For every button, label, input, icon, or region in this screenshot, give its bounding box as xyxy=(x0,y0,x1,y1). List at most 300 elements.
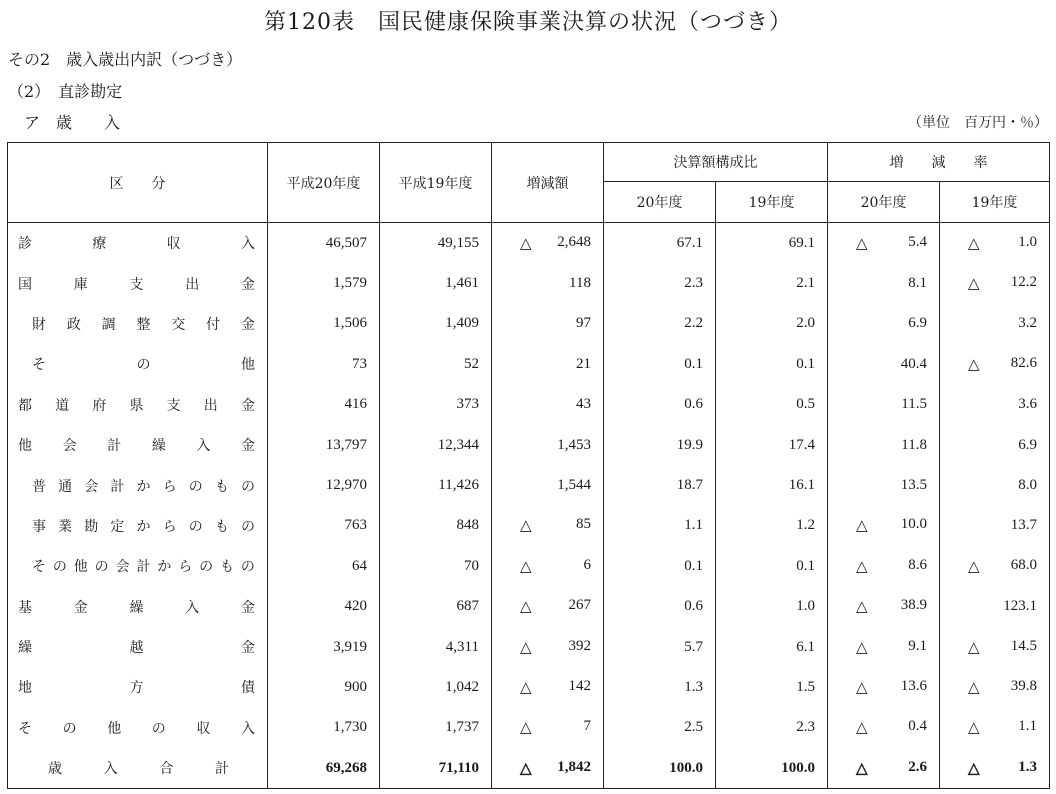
cell-value: 100.0 xyxy=(781,759,815,776)
cell-h19 xyxy=(380,667,492,707)
cell-value: 2,648 xyxy=(557,233,591,250)
label-char: 財 xyxy=(32,316,46,333)
row-label-text xyxy=(18,476,255,496)
cell-ratio-20 xyxy=(604,425,716,465)
label-char: 診 xyxy=(18,236,32,253)
label-char: の xyxy=(241,478,255,495)
label-char: 債 xyxy=(241,680,255,697)
header-rate-19: 19年度 xyxy=(940,182,1050,223)
cell-value: 1.5 xyxy=(796,678,815,695)
negative-value xyxy=(492,678,591,697)
cell-ratio-19 xyxy=(716,748,828,789)
row-label xyxy=(8,304,268,344)
cell-h19 xyxy=(380,506,492,546)
cell-value: 82.6 xyxy=(1010,354,1037,371)
row-label xyxy=(8,667,268,707)
cell-value: 3.6 xyxy=(1018,396,1037,413)
cell-value: 392 xyxy=(568,637,591,654)
cell-value: 0.1 xyxy=(796,557,815,574)
cell-value: 2.6 xyxy=(908,758,927,775)
row-label xyxy=(8,425,268,465)
cell-rate-20 xyxy=(828,425,940,465)
label-char: 出 xyxy=(185,276,200,293)
cell-ratio-19 xyxy=(716,465,828,505)
label-char: 他 xyxy=(73,559,88,576)
cell-value: 2.2 xyxy=(684,315,703,332)
negative-mark: △ xyxy=(856,518,868,535)
cell-rate-20 xyxy=(828,465,940,505)
cell-ratio-19 xyxy=(716,667,828,707)
cell-rate-20 xyxy=(828,667,940,707)
label-char: 会 xyxy=(115,559,130,576)
item-subtitle: ア 歳 入 xyxy=(24,113,121,132)
label-char: 収 xyxy=(196,720,211,737)
cell-h19 xyxy=(380,304,492,344)
cell-rate-19 xyxy=(940,425,1050,465)
label-char: の xyxy=(188,478,203,495)
row-label xyxy=(8,223,268,264)
label-char: 都 xyxy=(18,397,32,414)
row-label xyxy=(8,546,268,586)
cell-ratio-19 xyxy=(716,627,828,667)
label-char: 療 xyxy=(92,236,107,253)
cell-rate-20 xyxy=(828,223,940,264)
row-label-text xyxy=(18,637,255,657)
negative-mark: △ xyxy=(968,235,980,252)
negative-mark: △ xyxy=(968,760,980,777)
label-char: 金 xyxy=(241,640,255,657)
subsection-subtitle: （2） 直診勘定 xyxy=(8,82,123,101)
cell-ratio-19 xyxy=(716,708,828,748)
label-char: 繰 xyxy=(151,438,166,455)
label-char: も xyxy=(214,478,229,495)
cell-value: 49,155 xyxy=(437,234,479,251)
row-label-text xyxy=(18,677,255,697)
negative-mark: △ xyxy=(856,639,868,656)
cell-value: 3.2 xyxy=(1018,315,1037,332)
cell-value: 2.3 xyxy=(684,275,703,292)
cell-value: 2.3 xyxy=(796,719,815,736)
cell-value: 71,110 xyxy=(438,759,479,776)
cell-ratio-20 xyxy=(604,506,716,546)
label-char: の xyxy=(241,518,255,535)
table-row xyxy=(8,465,1050,505)
cell-h19 xyxy=(380,748,492,789)
cell-value: 0.6 xyxy=(684,396,703,413)
cell-value: 6.1 xyxy=(796,638,815,655)
negative-value xyxy=(828,638,927,657)
table-row xyxy=(8,385,1050,425)
cell-value: 7 xyxy=(583,718,591,735)
negative-value xyxy=(940,557,1037,576)
cell-value: 1,544 xyxy=(557,477,591,494)
cell-ratio-20 xyxy=(604,223,716,264)
cell-h19 xyxy=(380,344,492,384)
table-row xyxy=(8,708,1050,748)
cell-value: 900 xyxy=(344,678,367,695)
negative-value xyxy=(940,678,1037,697)
cell-rate-20 xyxy=(828,506,940,546)
cell-diff xyxy=(492,344,604,384)
cell-ratio-19 xyxy=(716,344,828,384)
cell-h20 xyxy=(268,385,380,425)
cell-value: 12,344 xyxy=(437,436,479,453)
row-label-text xyxy=(18,516,255,536)
cell-rate-19 xyxy=(940,627,1050,667)
negative-value xyxy=(492,234,591,253)
header-category: 区 分 xyxy=(8,143,268,223)
cell-value: 4,311 xyxy=(445,638,479,655)
cell-ratio-19 xyxy=(716,587,828,627)
label-char: 業 xyxy=(58,518,73,535)
cell-value: 11,426 xyxy=(438,477,479,494)
negative-mark: △ xyxy=(968,558,980,575)
negative-mark: △ xyxy=(856,760,868,777)
cell-rate-19 xyxy=(940,546,1050,586)
negative-value xyxy=(940,759,1037,778)
label-char: 会 xyxy=(62,438,77,455)
label-char: 県 xyxy=(129,397,144,414)
cell-value: 38.9 xyxy=(900,597,927,614)
label-char: の xyxy=(62,720,77,737)
cell-ratio-20 xyxy=(604,385,716,425)
row-label-text xyxy=(18,354,255,374)
label-char: 庫 xyxy=(73,276,88,293)
cell-value: 373 xyxy=(456,396,479,413)
cell-value: 17.4 xyxy=(788,436,815,453)
cell-ratio-20 xyxy=(604,627,716,667)
cell-value: 1.2 xyxy=(796,517,815,534)
cell-value: 2.5 xyxy=(684,719,703,736)
header-h20: 平成20年度 xyxy=(268,143,380,223)
row-label xyxy=(8,465,268,505)
label-char: の xyxy=(188,518,203,535)
label-char: 計 xyxy=(136,559,151,576)
cell-h19 xyxy=(380,587,492,627)
negative-value xyxy=(492,557,591,576)
cell-value: 1.1 xyxy=(684,517,703,534)
table-row xyxy=(8,667,1050,707)
label-char: 調 xyxy=(101,316,116,333)
label-char: 政 xyxy=(66,316,81,333)
label-char: 基 xyxy=(18,599,32,616)
table-row xyxy=(8,546,1050,586)
cell-rate-20 xyxy=(828,385,940,425)
cell-value: 1.0 xyxy=(1018,233,1037,250)
cell-rate-20 xyxy=(828,263,940,303)
label-char: の xyxy=(240,559,255,576)
label-char: も xyxy=(214,518,229,535)
revenue-table xyxy=(7,142,1050,789)
cell-value: 9.1 xyxy=(908,637,927,654)
negative-value xyxy=(492,597,591,616)
cell-h20 xyxy=(268,627,380,667)
cell-h19 xyxy=(380,223,492,264)
cell-value: 16.1 xyxy=(788,477,815,494)
cell-value: 12,970 xyxy=(325,477,367,494)
label-char: 整 xyxy=(136,316,151,333)
label-char: 収 xyxy=(166,236,181,253)
label-char: 地 xyxy=(18,680,32,697)
cell-value: 5.4 xyxy=(908,233,927,250)
negative-value xyxy=(828,597,927,616)
cell-rate-20 xyxy=(828,708,940,748)
cell-ratio-19 xyxy=(716,223,828,264)
cell-h19 xyxy=(380,546,492,586)
cell-diff xyxy=(492,465,604,505)
row-label-text xyxy=(18,274,255,294)
cell-value: 2.1 xyxy=(796,275,815,292)
cell-ratio-19 xyxy=(716,425,828,465)
negative-mark: △ xyxy=(968,276,980,293)
cell-value: 46,507 xyxy=(325,234,367,251)
label-char: 道 xyxy=(55,397,70,414)
table-row xyxy=(8,344,1050,384)
cell-value: 18.7 xyxy=(676,477,703,494)
label-char: そ xyxy=(18,720,32,737)
negative-value xyxy=(828,759,927,778)
cell-value: 6.9 xyxy=(908,315,927,332)
negative-value xyxy=(492,759,591,778)
cell-value: 123.1 xyxy=(1003,598,1037,615)
label-char: か xyxy=(136,518,151,535)
cell-h20 xyxy=(268,667,380,707)
label-char: 金 xyxy=(240,438,255,455)
cell-value: 73 xyxy=(352,355,367,372)
cell-value: 1.1 xyxy=(1018,718,1037,735)
negative-mark: △ xyxy=(968,639,980,656)
label-char: 繰 xyxy=(129,599,144,616)
row-label-text xyxy=(18,597,255,617)
cell-rate-19 xyxy=(940,465,1050,505)
header-rate-20: 20年度 xyxy=(828,182,940,223)
cell-value: 1,506 xyxy=(333,315,367,332)
row-label xyxy=(8,344,268,384)
label-char: か xyxy=(157,559,172,576)
label-char: そ xyxy=(32,559,46,576)
row-label xyxy=(8,506,268,546)
negative-mark: △ xyxy=(968,679,980,696)
label-char: 入 xyxy=(240,720,255,737)
cell-diff xyxy=(492,667,604,707)
cell-value: 0.6 xyxy=(684,598,703,615)
negative-value xyxy=(828,557,927,576)
cell-rate-19 xyxy=(940,506,1050,546)
label-char: の xyxy=(52,559,67,576)
cell-h19 xyxy=(380,465,492,505)
label-char: 付 xyxy=(206,316,221,333)
cell-diff xyxy=(492,263,604,303)
label-char: の xyxy=(136,357,151,374)
label-char: 合 xyxy=(159,761,174,778)
header-h19: 平成19年度 xyxy=(380,143,492,223)
label-char: か xyxy=(136,478,151,495)
cell-value: 1.3 xyxy=(684,678,703,695)
cell-value: 8.6 xyxy=(908,556,927,573)
cell-ratio-20 xyxy=(604,465,716,505)
page-title: 第120表 国民健康保険事業決算の状況（つづき） xyxy=(264,10,792,35)
row-label-text xyxy=(18,758,255,778)
cell-value: 1,409 xyxy=(445,315,479,332)
cell-value: 118 xyxy=(569,275,591,292)
cell-value: 420 xyxy=(344,598,367,615)
cell-value: 11.8 xyxy=(901,436,927,453)
cell-h20 xyxy=(268,587,380,627)
cell-ratio-20 xyxy=(604,304,716,344)
cell-diff xyxy=(492,425,604,465)
cell-value: 100.0 xyxy=(669,759,703,776)
cell-value: 0.5 xyxy=(796,396,815,413)
cell-rate-20 xyxy=(828,627,940,667)
negative-value xyxy=(828,516,927,535)
cell-value: 10.0 xyxy=(900,516,927,533)
cell-rate-19 xyxy=(940,667,1050,707)
cell-h20 xyxy=(268,748,380,789)
label-char: 出 xyxy=(203,397,218,414)
negative-mark: △ xyxy=(520,720,532,737)
negative-mark: △ xyxy=(520,518,532,535)
cell-value: 1,461 xyxy=(445,275,479,292)
cell-diff xyxy=(492,587,604,627)
cell-value: 64 xyxy=(352,557,367,574)
cell-h19 xyxy=(380,385,492,425)
label-char: ら xyxy=(162,518,177,535)
cell-ratio-19 xyxy=(716,385,828,425)
label-char: 方 xyxy=(129,680,144,697)
label-char: 金 xyxy=(241,599,255,616)
label-char: 金 xyxy=(73,599,88,616)
cell-h19 xyxy=(380,425,492,465)
header-rate-group: 増 減 率 xyxy=(828,143,1050,182)
cell-value: 6.9 xyxy=(1018,436,1037,453)
cell-value: 85 xyxy=(576,516,591,533)
cell-value: 97 xyxy=(576,315,591,332)
label-char: も xyxy=(220,559,235,576)
cell-h20 xyxy=(268,425,380,465)
header-ratio-group: 決算額構成比 xyxy=(604,143,828,182)
cell-value: 8.1 xyxy=(908,275,927,292)
cell-rate-19 xyxy=(940,304,1050,344)
row-label-text xyxy=(18,395,255,415)
negative-value xyxy=(940,355,1037,374)
negative-mark: △ xyxy=(856,679,868,696)
label-char: 金 xyxy=(240,316,255,333)
label-char: ら xyxy=(162,478,177,495)
cell-value: 39.8 xyxy=(1010,677,1037,694)
row-label-text xyxy=(18,435,255,455)
cell-value: 0.4 xyxy=(908,718,927,735)
cell-value: 1.3 xyxy=(1018,758,1037,775)
negative-mark: △ xyxy=(856,599,868,616)
cell-value: 13.6 xyxy=(900,677,927,694)
cell-value: 142 xyxy=(568,677,591,694)
cell-value: 69,268 xyxy=(325,759,367,776)
cell-h20 xyxy=(268,344,380,384)
cell-ratio-20 xyxy=(604,667,716,707)
cell-ratio-19 xyxy=(716,263,828,303)
header-ratio-20: 20年度 xyxy=(604,182,716,223)
label-char: 普 xyxy=(32,478,46,495)
cell-value: 0.1 xyxy=(684,355,703,372)
cell-value: 70 xyxy=(464,557,479,574)
label-char: 金 xyxy=(240,397,255,414)
negative-value xyxy=(940,638,1037,657)
cell-h19 xyxy=(380,627,492,667)
cell-value: 19.9 xyxy=(676,436,703,453)
cell-ratio-19 xyxy=(716,546,828,586)
label-char: 他 xyxy=(107,720,122,737)
cell-diff xyxy=(492,304,604,344)
cell-value: 416 xyxy=(344,396,367,413)
cell-diff xyxy=(492,385,604,425)
negative-value xyxy=(828,718,927,737)
cell-value: 1.0 xyxy=(796,598,815,615)
table-row xyxy=(8,627,1050,667)
cell-ratio-19 xyxy=(716,304,828,344)
table-row xyxy=(8,425,1050,465)
cell-diff xyxy=(492,546,604,586)
negative-value xyxy=(492,718,591,737)
cell-rate-20 xyxy=(828,587,940,627)
negative-mark: △ xyxy=(856,720,868,737)
negative-mark: △ xyxy=(520,679,532,696)
negative-mark: △ xyxy=(520,639,532,656)
table-row xyxy=(8,263,1050,303)
cell-value: 0.1 xyxy=(796,355,815,372)
row-label xyxy=(8,748,268,789)
cell-rate-20 xyxy=(828,748,940,789)
cell-value: 1,579 xyxy=(333,275,367,292)
table-body xyxy=(8,223,1050,789)
row-label xyxy=(8,708,268,748)
negative-value xyxy=(940,718,1037,737)
negative-value xyxy=(828,234,927,253)
negative-mark: △ xyxy=(968,356,980,373)
cell-rate-19 xyxy=(940,708,1050,748)
label-char: の xyxy=(94,559,109,576)
cell-value: 52 xyxy=(464,355,479,372)
label-char: ら xyxy=(178,559,193,576)
table-row xyxy=(8,587,1050,627)
cell-h20 xyxy=(268,506,380,546)
cell-value: 13,797 xyxy=(325,436,367,453)
cell-h20 xyxy=(268,304,380,344)
cell-value: 848 xyxy=(456,517,479,534)
unit-note: （単位 百万円・％） xyxy=(908,115,1048,131)
header-ratio-19: 19年度 xyxy=(716,182,828,223)
negative-mark: △ xyxy=(968,720,980,737)
row-label-text xyxy=(18,556,255,576)
cell-rate-20 xyxy=(828,546,940,586)
cell-h20 xyxy=(268,223,380,264)
negative-mark: △ xyxy=(520,599,532,616)
cell-value: 1,042 xyxy=(445,678,479,695)
cell-value: 21 xyxy=(576,355,591,372)
cell-ratio-20 xyxy=(604,263,716,303)
negative-mark: △ xyxy=(856,235,868,252)
negative-value xyxy=(828,678,927,697)
negative-mark: △ xyxy=(520,235,532,252)
negative-mark: △ xyxy=(856,558,868,575)
cell-ratio-20 xyxy=(604,587,716,627)
label-char: 勘 xyxy=(84,518,99,535)
cell-h19 xyxy=(380,708,492,748)
cell-value: 11.5 xyxy=(901,396,927,413)
header-diff: 増減額 xyxy=(492,143,604,223)
label-char: 事 xyxy=(32,518,46,535)
cell-diff xyxy=(492,708,604,748)
table-row xyxy=(8,223,1050,264)
